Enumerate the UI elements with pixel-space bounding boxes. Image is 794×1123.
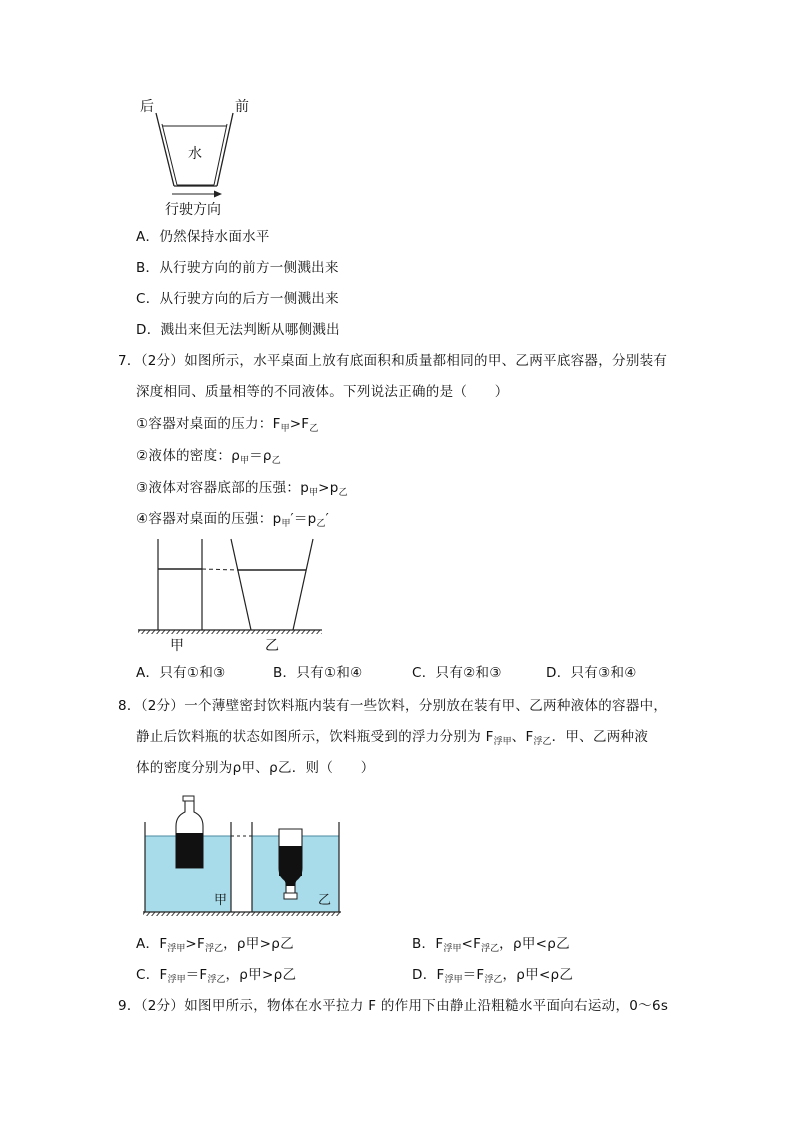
q9-stem-line1: 9．（2分）如图甲所示，物体在水平拉力 F 的作用下由静止沿粗糙水平面向右运动，0～6s xyxy=(118,998,669,1014)
label-water: 水 xyxy=(188,146,202,162)
q8-stem-line1: 8．（2分）一个薄壁密封饮料瓶内装有一些饮料，分别放在装有甲、乙两种液体的容器中， xyxy=(118,698,668,714)
label-jia-q8: 甲 xyxy=(214,893,228,908)
q8-option-d: D．$F_{浮甲}=F_{浮乙}$，ρ甲<ρ乙 xyxy=(412,967,574,985)
q7-statement-4: ④容器对桌面的压强：$p_甲'=p_乙'$ xyxy=(136,511,329,529)
q8-stem-line2: 静止后饮料瓶的状态如图所示，饮料瓶受到的浮力分别为 $F_{浮甲}$、$F_{浮乙}$．甲、乙两种液 xyxy=(136,729,649,747)
q6-option-b: B．从行驶方向的前方一侧溅出来 xyxy=(136,260,339,276)
q6-option-a: A．仍然保持水面水平 xyxy=(136,229,270,245)
q7-option-b: B．只有①和④ xyxy=(273,665,363,681)
q6-option-d: D．溅出来但无法判断从哪侧溅出 xyxy=(136,322,340,338)
q7-stem-line1: 7．（2分）如图所示，水平桌面上放有底面积和质量都相同的甲、乙两平底容器，分别装有 xyxy=(118,353,668,369)
q7-statement-1: ①容器对桌面的压力：$F_甲>F_乙$ xyxy=(136,416,319,434)
q6-option-c: C．从行驶方向的后方一侧溅出来 xyxy=(136,291,339,307)
q8-option-c: C．$F_{浮甲}=F_{浮乙}$，ρ甲>ρ乙 xyxy=(136,967,297,985)
label-jia: 甲 xyxy=(170,638,184,654)
q7-option-d: D．只有③和④ xyxy=(546,665,637,681)
q8-option-b: B．$F_{浮甲}<F_{浮乙}$，ρ甲<ρ乙 xyxy=(412,936,570,954)
q7-statement-2: ②液体的密度：$\rho_甲=\rho_乙$ xyxy=(136,448,281,466)
label-back: 后 xyxy=(140,99,154,115)
q8-option-a: A．$F_{浮甲}>F_{浮乙}$，ρ甲>ρ乙 xyxy=(136,936,294,954)
q7-option-a: A．只有①和③ xyxy=(136,665,226,681)
q7-statement-3: ③液体对容器底部的压强：$p_甲>p_乙$ xyxy=(136,480,348,498)
q7-stem-line2: 深度相同、质量相等的不同液体。下列说法正确的是（ ） xyxy=(136,384,509,400)
q8-stem-line3: 体的密度分别为ρ甲、ρ乙．则（ ） xyxy=(136,760,375,776)
q7-option-c: C．只有②和③ xyxy=(412,665,502,681)
label-direction: 行驶方向 xyxy=(165,202,221,218)
label-front: 前 xyxy=(235,99,249,115)
label-yi: 乙 xyxy=(265,638,279,654)
label-yi-q8: 乙 xyxy=(318,893,332,908)
